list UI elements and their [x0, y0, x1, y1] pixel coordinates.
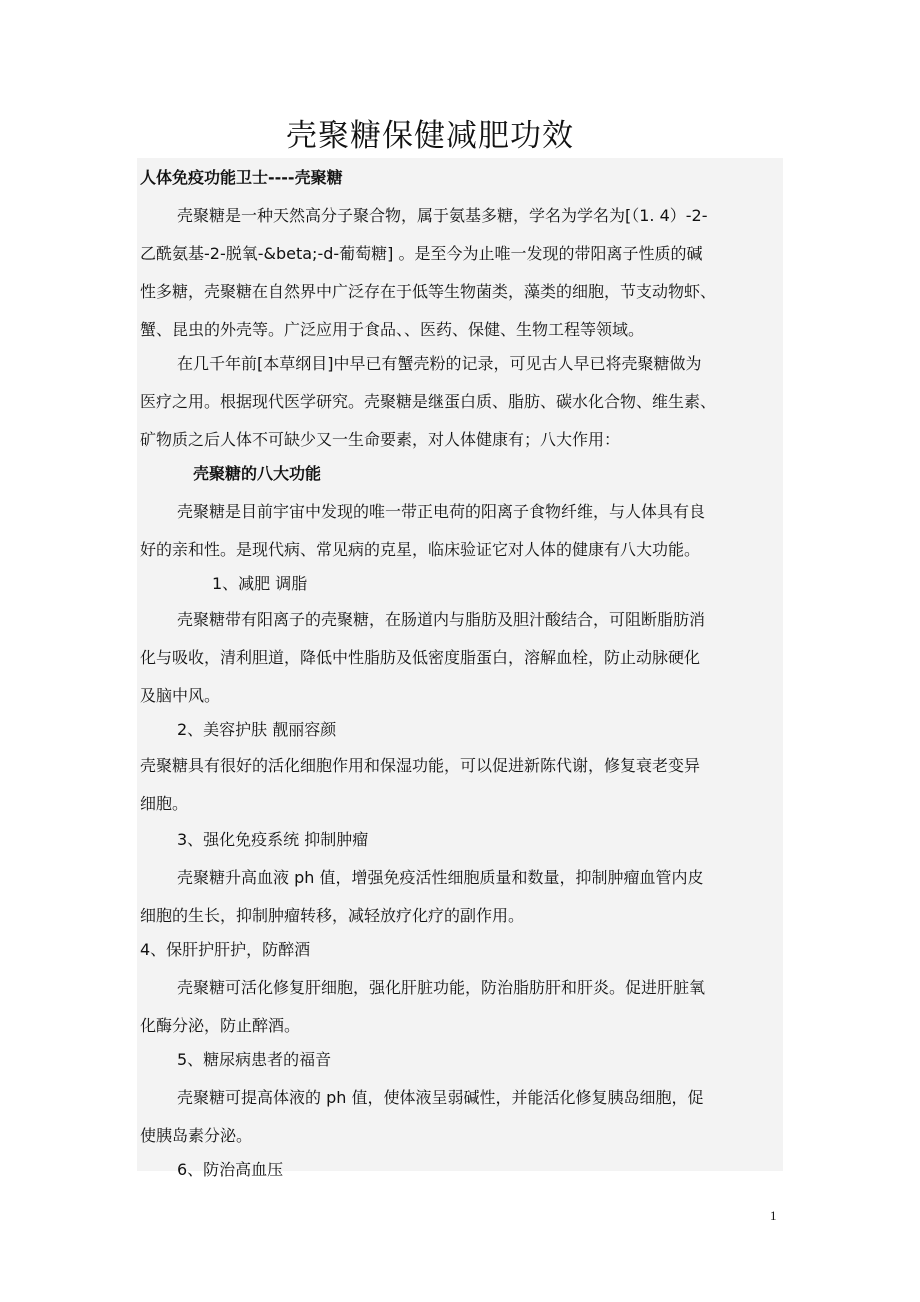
text-line: 壳聚糖可提高体液的 ph 值，使体液呈弱碱性，并能活化修复胰岛细胞，促 [177, 1088, 704, 1107]
text-line: 细胞。 [140, 794, 189, 813]
text-line: 医疗之用。根据现代医学研究。壳聚糖是继蛋白质、脂肪、碳水化合物、维生素、 [140, 392, 717, 411]
text-line: 壳聚糖具有很好的活化细胞作用和保湿功能，可以促进新陈代谢，修复衰老变异 [140, 756, 701, 775]
text-line: 在几千年前[本草纲目]中早已有蟹壳粉的记录，可见古人早已将壳聚糖做为 [177, 354, 702, 373]
text-line: 6、防治高血压 [177, 1160, 284, 1179]
text-line: 矿物质之后人体不可缺少又一生命要素，对人体健康有；八大作用： [140, 430, 621, 449]
text-line: 壳聚糖带有阳离子的壳聚糖，在肠道内与脂肪及胆汁酸结合，可阻断脂肪消 [177, 610, 706, 629]
text-line: 壳聚糖可活化修复肝细胞，强化肝脏功能，防治脂肪肝和肝炎。促进肝脏氧 [177, 978, 706, 997]
text-line: 人体免疫功能卫士----壳聚糖 [140, 168, 343, 187]
text-line: 蟹、昆虫的外壳等。广泛应用于食品、、医药、保健、生物工程等领域。 [140, 320, 645, 339]
text-line: 2、美容护肤 靓丽容颜 [177, 720, 337, 739]
document-title: 壳聚糖保健减肥功效 [286, 118, 574, 154]
text-line: 壳聚糖是目前宇宙中发现的唯一带正电荷的阳离子食物纤维，与人体具有良 [177, 502, 706, 521]
text-line: 化酶分泌，防止醉酒。 [140, 1016, 301, 1035]
text-line: 1、减肥 调脂 [212, 574, 308, 593]
text-line: 细胞的生长，抑制肿瘤转移，减轻放疗化疗的副作用。 [140, 906, 525, 925]
text-line: 性多糖，壳聚糖在自然界中广泛存在于低等生物菌类，藻类的细胞，节支动物虾、 [140, 282, 717, 301]
text-line: 化与吸收，清利胆道，降低中性脂肪及低密度脂蛋白，溶解血栓，防止动脉硬化 [140, 648, 701, 667]
text-line: 壳聚糖的八大功能 [193, 464, 322, 483]
text-line: 3、强化免疫系统 抑制肿瘤 [177, 830, 369, 849]
text-line: 好的亲和性。是现代病、常见病的克星，临床验证它对人体的健康有八大功能。 [140, 540, 701, 559]
text-line: 乙酰氨基-2-脱氧-&beta;-d-葡萄糖] 。是至今为止唯一发现的带阳离子性质的碱 [140, 244, 703, 263]
text-line: 壳聚糖是一种天然高分子聚合物，属于氨基多糖，学名为学名为[（1. 4）-2- [177, 206, 708, 225]
text-line: 壳聚糖升高血液 ph 值，增强免疫活性细胞质量和数量，抑制肿瘤血管内皮 [177, 868, 704, 887]
text-line: 使胰岛素分泌。 [140, 1126, 253, 1145]
page-number: 1 [770, 1208, 777, 1223]
document-body [137, 158, 783, 1179]
text-line: 5、糖尿病患者的福音 [177, 1050, 332, 1069]
text-line: 4、保肝护肝护，防醉酒 [140, 940, 311, 959]
text-line: 及脑中风。 [140, 686, 221, 705]
